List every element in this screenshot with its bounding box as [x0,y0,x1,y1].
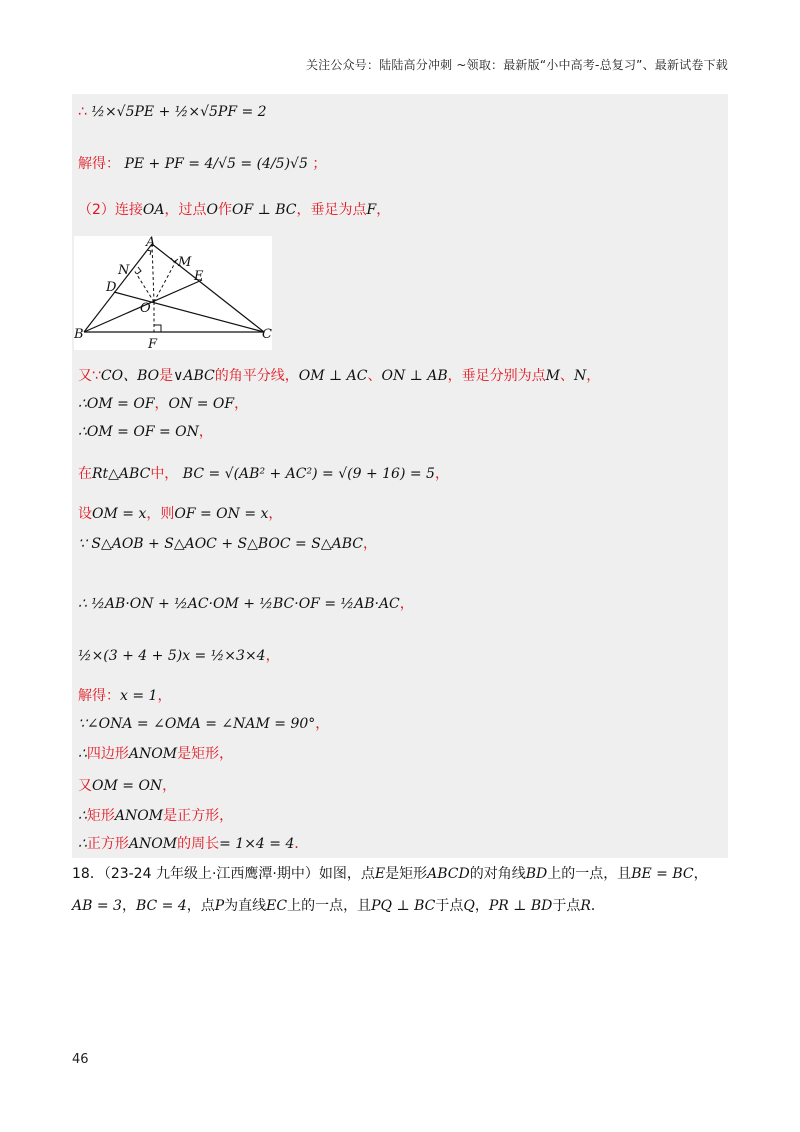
math: F [366,202,377,218]
text: 于点 [552,898,581,914]
therefore-symbol: ∴ [78,104,87,120]
line-9 [78,534,377,554]
label-D: D [106,280,117,295]
math: ON = OF [168,396,235,412]
math: ∨ABC [173,368,215,384]
text: 是矩形 [177,746,220,762]
text: ， [586,368,601,384]
text: 、 [367,368,382,384]
text: ， [268,506,283,522]
text: ，垂足分别为点 [447,368,546,384]
math: M [545,368,561,384]
text: 的对角线 [469,866,526,882]
math: ½×(3 + 4 + 5)x = ½×3×4 [78,648,266,664]
text: ， [362,536,377,552]
line-10 [78,594,414,614]
label-A: A [146,236,156,250]
math: BC = √(AB² + AC²) = √(9 + 16) = 5 [182,466,435,482]
text: ， [474,898,489,914]
math: BD [525,866,548,882]
text: ， [234,396,249,412]
math: AB = 3 [72,898,122,914]
text: ， [434,466,449,482]
text: （2）连接 [78,202,143,218]
math: PQ ⊥ BC [371,898,436,914]
math: ∴OM = OF = ON [78,424,199,440]
math: N [574,368,587,384]
text: ， [693,866,708,882]
text: 解得： [78,688,120,704]
label-B: B [74,327,84,342]
text: 又 [78,778,92,794]
text: ，则 [146,506,175,522]
math: ON ⊥ AB [381,368,448,384]
line-3 [78,200,390,220]
text: 在 [78,466,92,482]
line-11 [78,646,280,666]
text: 上的一点，且 [287,898,372,914]
math: Q [463,898,475,914]
math: CO、BO [100,368,160,384]
line-5 [78,394,248,414]
math: ANOM [128,746,178,762]
label-C: C [262,327,272,342]
math: ABCD [427,866,470,882]
text: 正方形 [86,836,129,852]
solution-block [72,94,728,858]
math: OM = x [92,506,147,522]
text: ， [265,648,280,664]
line-4 [78,366,600,386]
text: 是正方形 [163,808,220,824]
math: OM ⊥ AC [298,368,368,384]
math: OM = ON [92,778,163,794]
math: PR ⊥ BD [488,898,553,914]
math: Rt△ABC [92,466,151,482]
line-13 [78,714,329,734]
math: ∵ S△AOB + S△AOC + S△BOC = S△ABC [78,536,363,552]
math: ∴ ½AB·ON + ½AC·OM + ½BC·OF = ½AB·AC [78,596,400,612]
text: ， [198,424,213,440]
page-header: 关注公众号：陆陆高分冲刺 ~领取：最新版“小中高考-总复习”、最新试卷下载 [305,58,728,72]
math: x = 1 [120,688,158,704]
equation: PE + PF = 4/√5 = (4/5)√5 [124,156,308,172]
text: 中， [150,466,179,482]
label-E: E [194,269,204,284]
line-17 [78,834,308,854]
text: 为直线 [224,898,267,914]
solve-label: 解得： [78,156,120,172]
text: ， [219,746,234,762]
line-1 [78,102,267,122]
math: ∴ [78,836,87,852]
text: ， [399,596,414,612]
text: ， [157,688,172,704]
label-N: N [118,263,130,278]
text: 作 [218,202,232,218]
line-14 [78,744,233,764]
text: 上的一点，且 [547,866,632,882]
text: ， [219,808,234,824]
question-18-line-1 [72,864,708,884]
text: ， [121,898,136,914]
math: BC = 4 [135,898,187,914]
label-M: M [178,255,192,270]
punct: ； [312,156,327,172]
text: 的周长 [177,836,220,852]
math: EC [266,898,288,914]
text: 是矩形 [385,866,428,882]
text: 矩形 [86,808,115,824]
triangle-figure [74,236,272,350]
line-8 [78,504,282,524]
math: OA [142,202,165,218]
math: ∴ [78,746,87,762]
text: 四边形 [86,746,129,762]
text: ，过点 [164,202,207,218]
math: ∴ [78,808,87,824]
math: = 1×4 = 4 [219,836,295,852]
line-7 [78,464,449,484]
line-16 [78,806,233,826]
text: 的角平分线， [214,368,299,384]
math: O [206,202,218,218]
text: ， [315,716,330,732]
math: E [374,866,386,882]
text: ． [590,898,605,914]
text: 又∵ [78,368,101,384]
text: 于点 [435,898,464,914]
page-number: 46 [72,1052,89,1067]
equation: ½×√5PE + ½×√5PF = 2 [91,104,267,120]
text: 设 [78,506,92,522]
line-15 [78,776,176,796]
math: OF ⊥ BC [232,202,297,218]
line-2 [78,154,326,174]
math: R [580,898,591,914]
math: P [214,898,225,914]
line-12 [78,686,171,706]
math: ANOM [128,836,178,852]
text: ， [376,202,391,218]
text: ． [294,836,309,852]
text: ， [162,778,177,794]
text: 是 [159,368,174,384]
math: OF = ON = x [174,506,269,522]
triangle-diagram [74,236,272,350]
text: ，点 [186,898,215,914]
math: ∵∠ONA = ∠OMA = ∠NAM = 90° [78,716,316,732]
text: 18．（23-24 九年级上·江西鹰潭·期中）如图，点 [72,866,375,882]
label-F: F [148,337,158,350]
math: BE = BC [631,866,694,882]
label-O: O [140,301,151,316]
math: ∴OM = OF [78,396,155,412]
math: ANOM [114,808,164,824]
text: ，垂足为点 [296,202,367,218]
question-18-line-2 [72,896,605,916]
text: 、 [560,368,575,384]
text: ， [154,396,169,412]
line-6 [78,422,213,442]
